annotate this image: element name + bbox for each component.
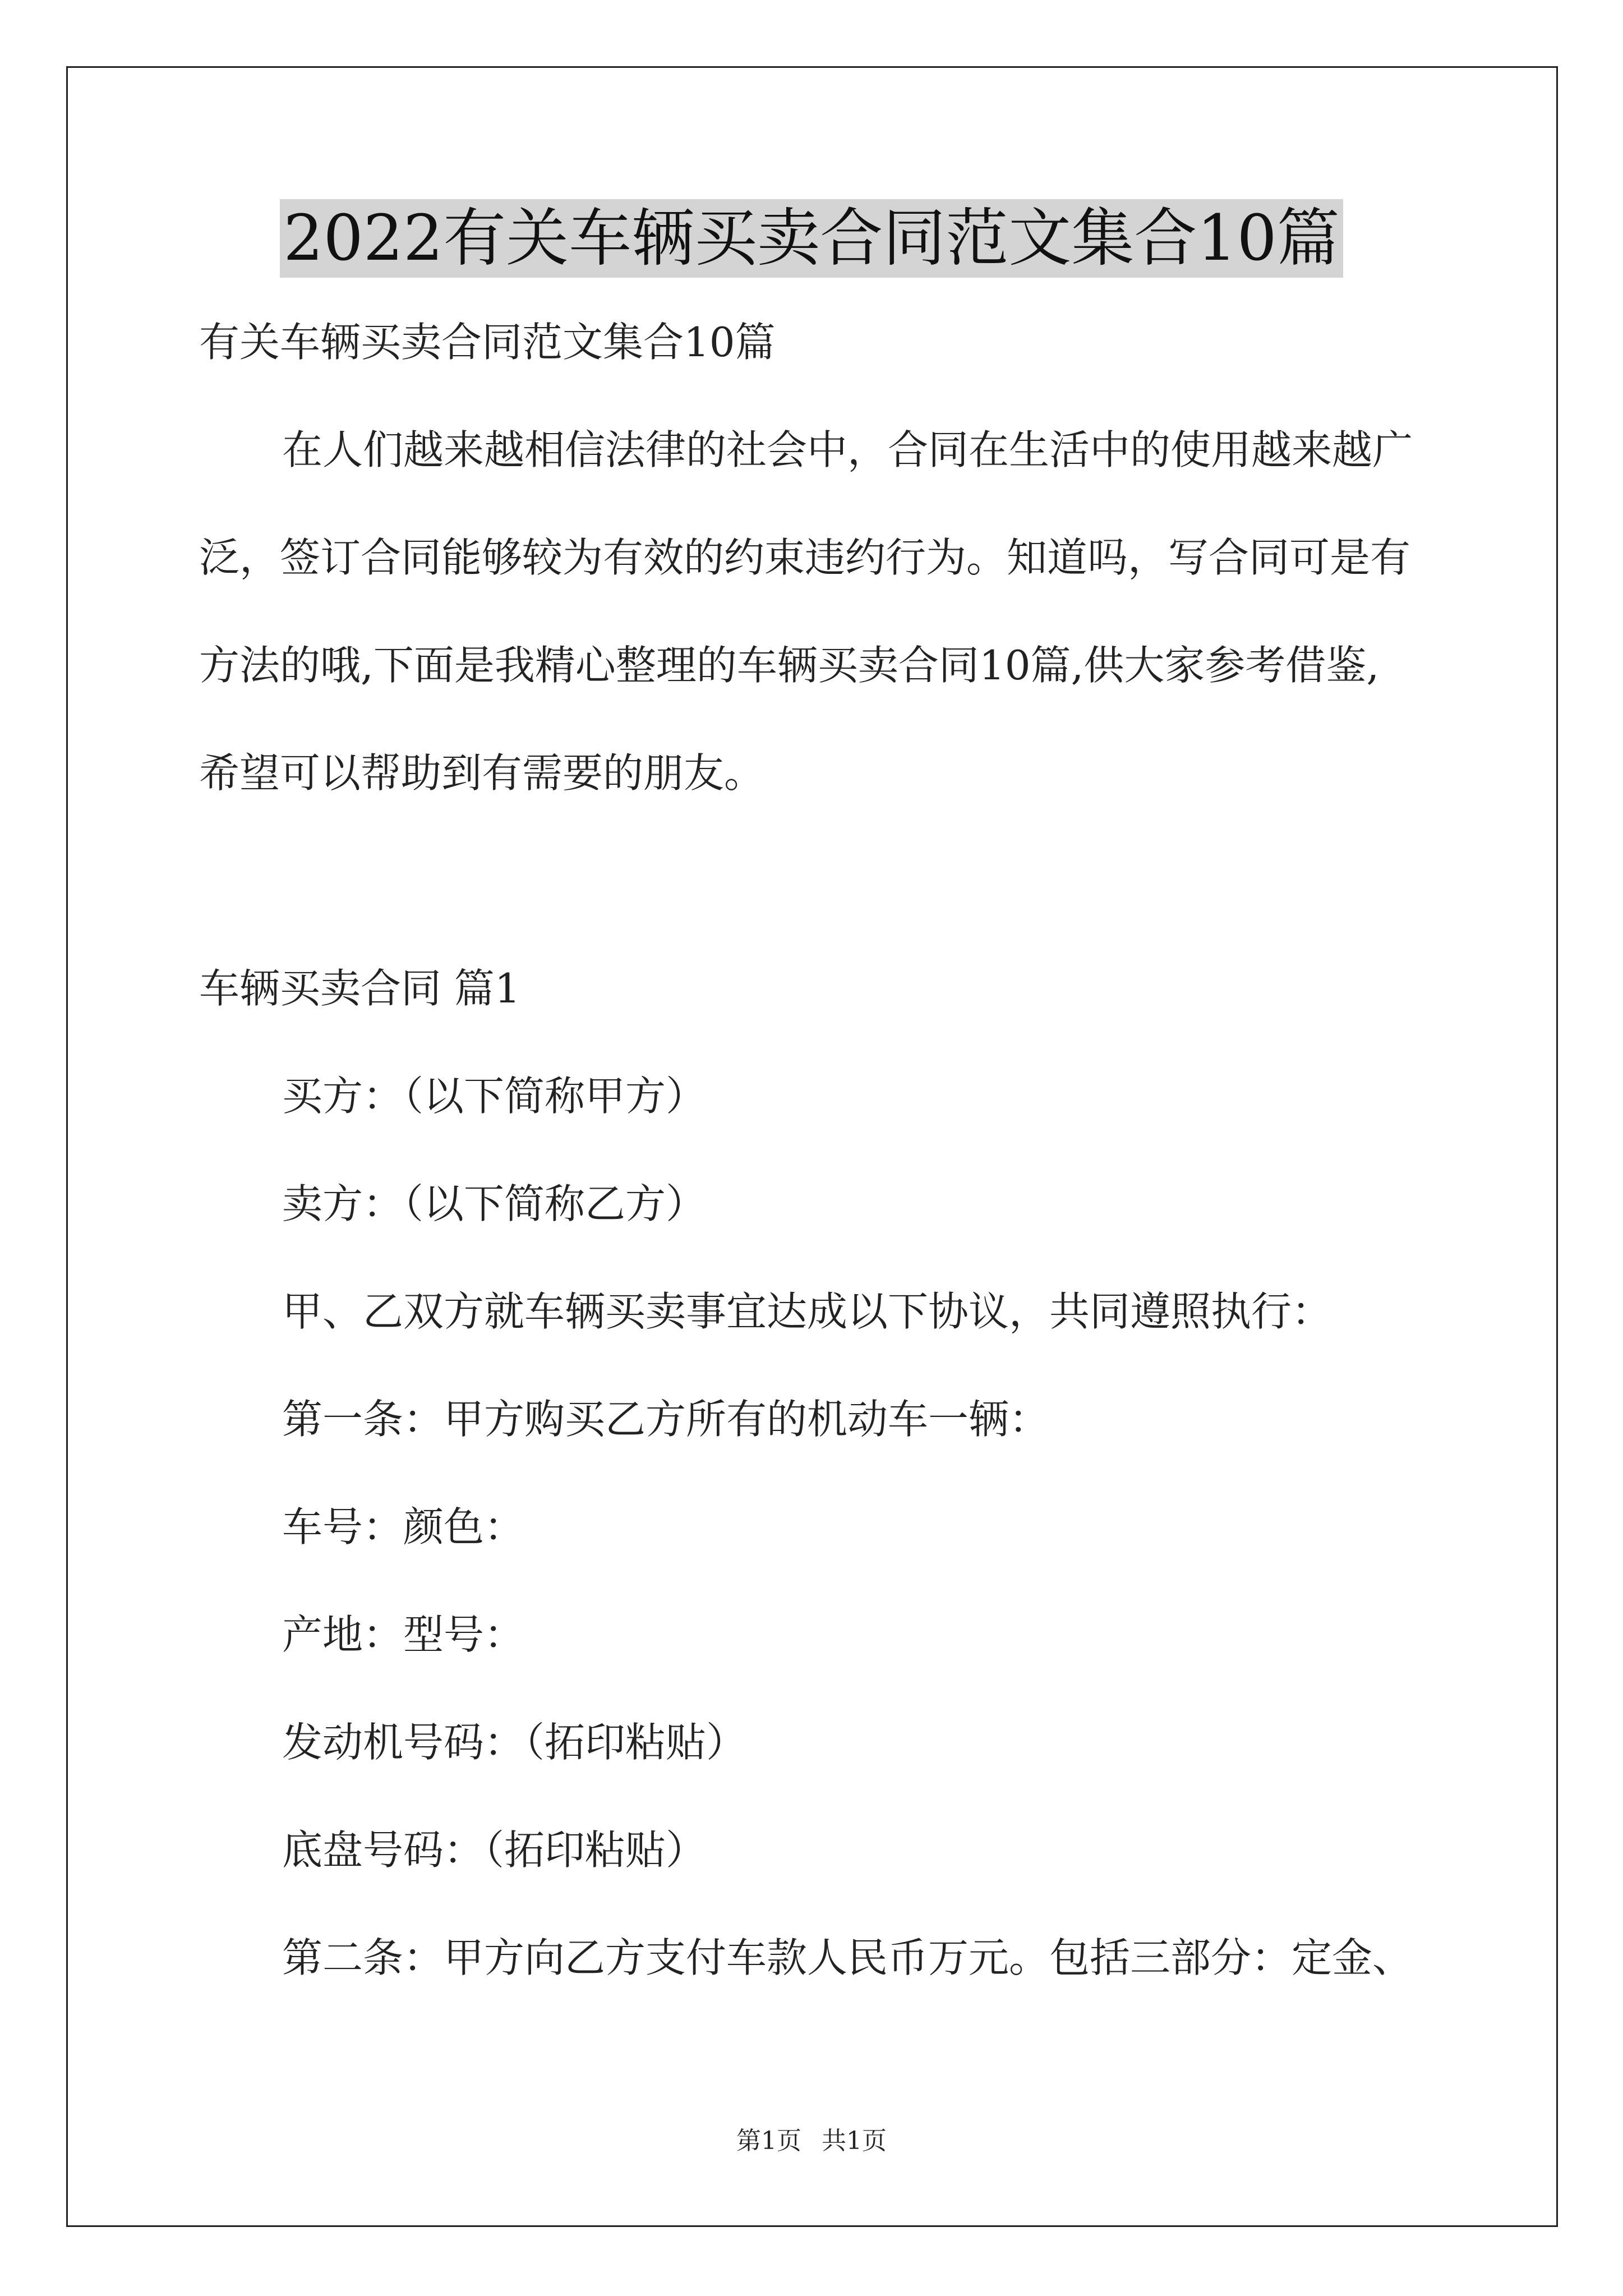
clause-origin-model: 产地：型号： (282, 1611, 525, 1658)
intro-line-3: 方法的哦,下面是我精心整理的车辆买卖合同10篇,供大家参考借鉴, (199, 642, 1380, 689)
section-heading: 车辆买卖合同 篇1 (199, 965, 520, 1012)
intro-line-1: 在人们越来越相信法律的社会中，合同在生活中的使用越来越广 (282, 426, 1413, 473)
title-container (0, 199, 1623, 278)
page-current: 第1页 (736, 2127, 801, 2155)
intro-line-4: 希望可以帮助到有需要的朋友。 (199, 749, 765, 797)
clause-buyer: 买方：（以下简称甲方） (282, 1073, 707, 1120)
document-title: 2022有关车辆买卖合同范文集合10篇 (280, 199, 1343, 278)
clause-article-2: 第二条：甲方向乙方支付车款人民币万元。包括三部分：定金、 (282, 1934, 1413, 1981)
clause-engine-number: 发动机号码：（拓印粘贴） (282, 1719, 747, 1766)
document-subtitle: 有关车辆买卖合同范文集合10篇 (199, 319, 776, 366)
clause-article-1: 第一条：甲方购买乙方所有的机动车一辆： (282, 1396, 1050, 1443)
clause-chassis-number: 底盘号码：（拓印粘贴） (282, 1826, 707, 1874)
clause-seller: 卖方：（以下简称乙方） (282, 1180, 707, 1227)
intro-line-2: 泛，签订合同能够较为有效的约束违约行为。知道吗，写合同可是有 (199, 534, 1411, 581)
clause-agreement: 甲、乙双方就车辆买卖事宜达成以下协议，共同遵照执行： (282, 1288, 1332, 1335)
clause-plate-color: 车号：颜色： (282, 1503, 525, 1550)
page-total: 共1页 (822, 2127, 887, 2155)
page-footer (0, 2120, 1623, 2156)
page-border (66, 66, 1558, 2227)
